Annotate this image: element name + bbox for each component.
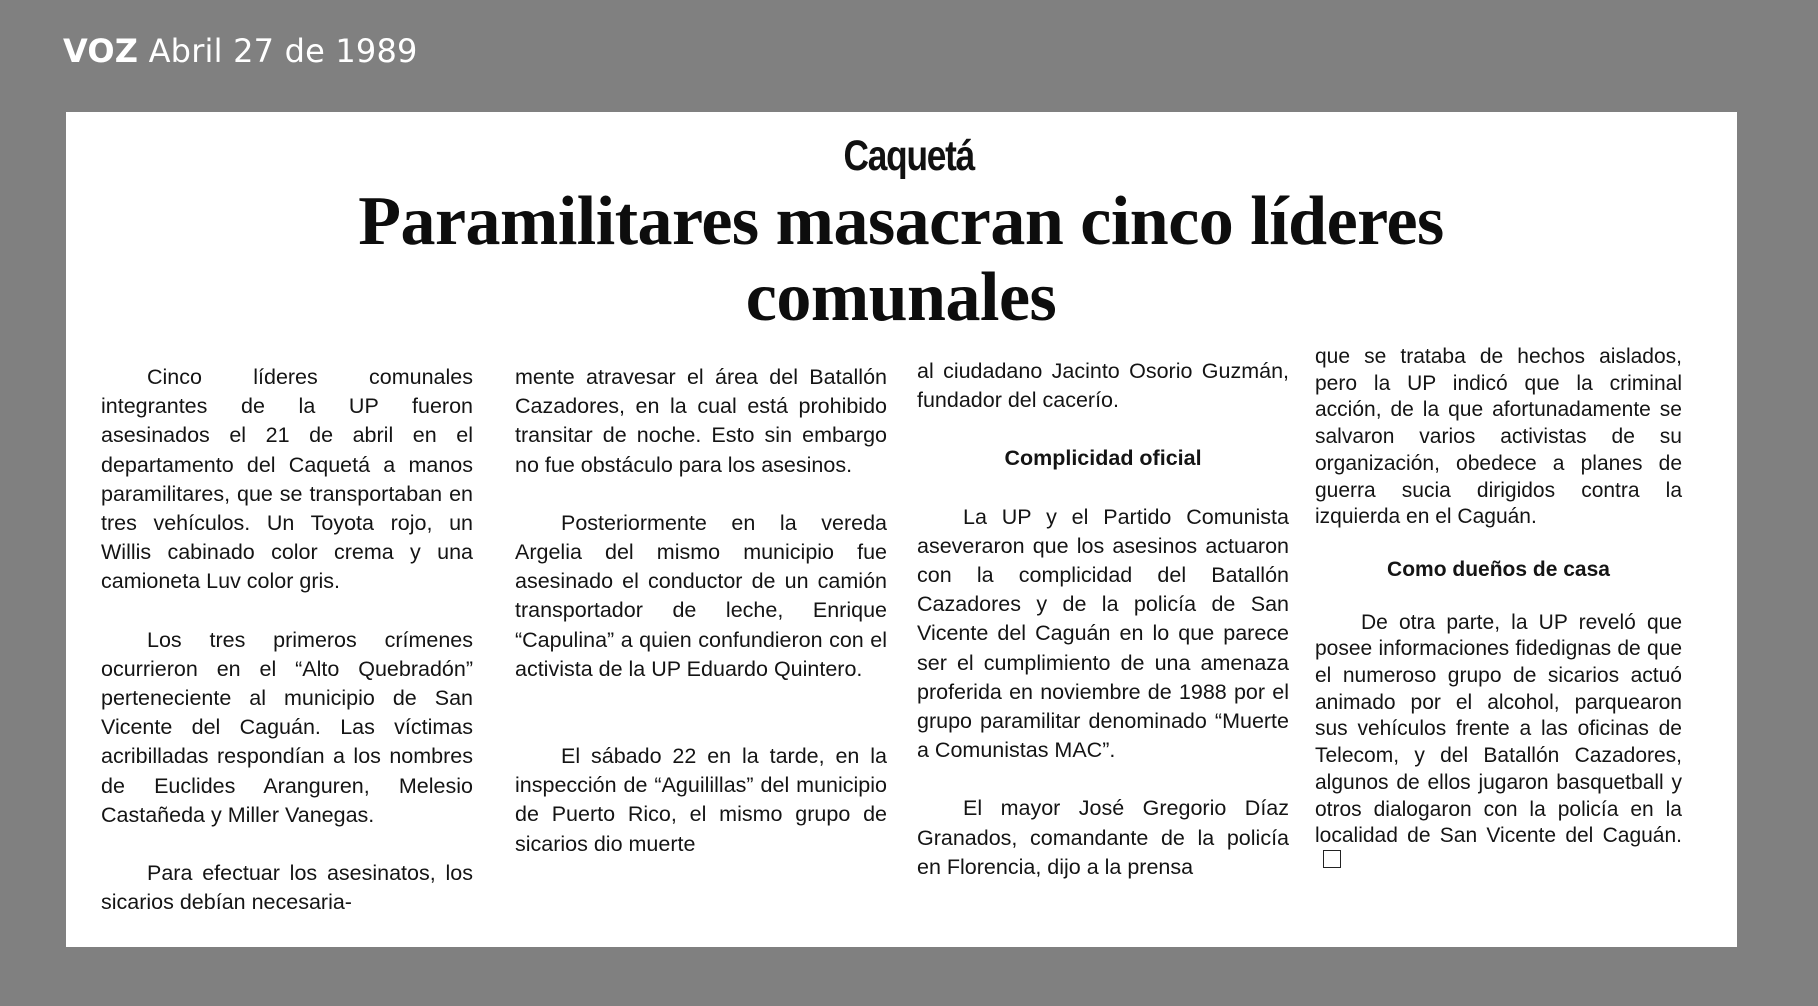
paragraph: Cinco líderes comunales integrantes de la UP fueron asesinados el 21 de abril en el departamento del Caquetá a manos paramilitares, que se transportaban en tres vehículos. Un Toyota rojo, un Willis cabinado color crema y una camioneta Luv color gris. xyxy=(101,365,473,594)
page-header xyxy=(63,32,418,70)
end-mark-icon xyxy=(1323,850,1341,868)
headline-line-1: Paramilitares masacran cinco líderes xyxy=(358,183,1444,260)
article-column-3 xyxy=(917,357,1289,882)
paragraph: que se trataba de hechos aislados, pero la UP indicó que la criminal acción, de la que afortunadamente se salvaron varios activistas de su organización, obedece a planes de guerra sucia dirigidos contra la izquierda en el Caguán. xyxy=(1315,345,1682,529)
section-label: Caquetá xyxy=(843,132,975,180)
paragraph: mente atravesar el área del Batallón Cazadores, en la cual está prohibido transitar de noche. Esto sin embargo no fue obstáculo para los asesinos. xyxy=(515,365,887,477)
paragraph: El sábado 22 en la tarde, en la inspección de “Aguilillas” del municipio de Puerto Rico, el mismo grupo de sicarios dio muerte xyxy=(515,744,887,856)
paragraph: Posteriormente en la vereda Argelia del mismo municipio fue asesinado el conductor de un camión transportador de leche, Enrique “Capulina” a quien confundieron con el activista de la UP Eduardo Quintero. xyxy=(515,510,887,681)
subheading-duenos: Como dueños de casa xyxy=(1387,557,1610,581)
paragraph: al ciudadano Jacinto Osorio Guzmán, fundador del cacerío. xyxy=(917,359,1289,413)
paragraph: El mayor José Gregorio Díaz Granados, comandante de la policía en Florencia, dijo a la prensa xyxy=(917,796,1289,879)
article-column-4 xyxy=(1315,344,1682,878)
paragraph-final xyxy=(1315,610,1682,878)
newspaper-name: VOZ xyxy=(63,32,139,70)
paragraph: La UP y el Partido Comunista aseveraron que los asesinos actuaron con la complicidad del Batallón Cazadores y de la policía de San Vicente del Caguán en lo que parece ser el cumplimiento de una amenaza proferida en noviembre de 1988 por el grupo paramilitar denominado “Muerte a Comunistas MAC”. xyxy=(917,504,1289,763)
article-column-2 xyxy=(515,363,887,859)
publication-date: Abril 27 de 1989 xyxy=(148,32,418,70)
subheading-complicidad: Complicidad oficial xyxy=(1004,446,1202,471)
paragraph: Los tres primeros crímenes ocurrieron en el “Alto Quebradón” perteneciente al municipio de San Vicente del Caguán. Las víctimas acribilladas respondían a los nombres de Euclides Aranguren, Melesio Castañeda y Miller Vanegas. xyxy=(101,627,473,827)
article-headline xyxy=(246,184,1556,336)
article-column-1 xyxy=(101,363,473,917)
paragraph-text: De otra parte, la UP reveló que posee informaciones fidedignas de que el numeroso grupo de sicarios actuó animado por el alcohol, parquearon sus vehículos frente a las oficinas de Telecom, y del Batallón Cazadores, algunos de ellos jugaron basquetball y otros dialogaron con la policía en la localidad de San Vicente del Caguán. xyxy=(1315,610,1682,848)
paragraph: Para efectuar los asesinatos, los sicarios debían necesaria- xyxy=(101,861,473,915)
headline-line-2: comunales xyxy=(745,259,1057,336)
newspaper-clipping xyxy=(66,112,1737,947)
